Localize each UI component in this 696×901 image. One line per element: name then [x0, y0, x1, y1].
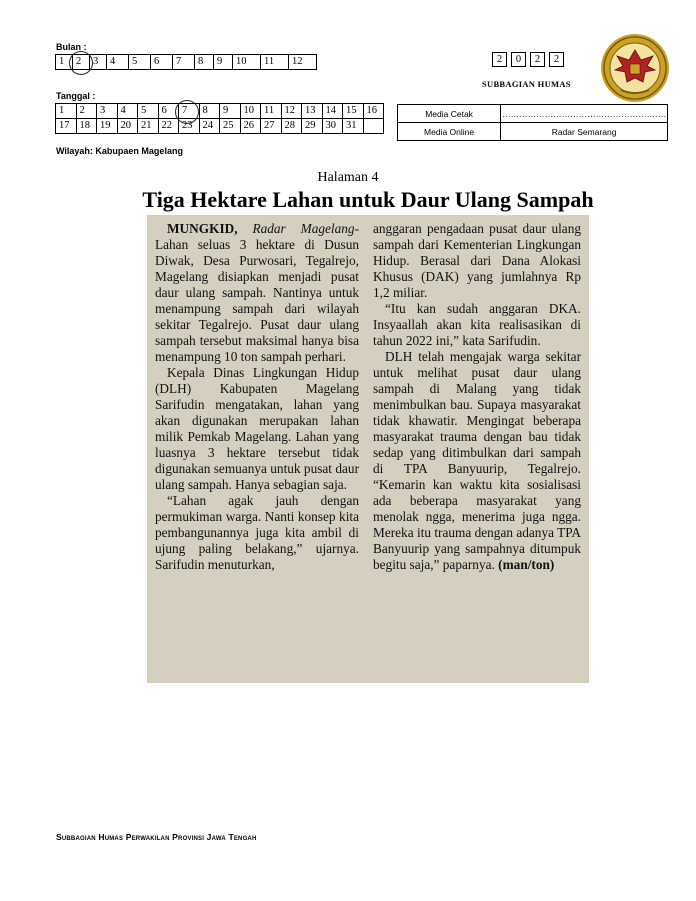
paragraph: Kepala Dinas Lingkungan Hidup (DLH) Kabupaten Magelang Sarifudin mengatakan, lahan yang akan digunakan merupakan lahan milik Pemkab Magelang. Lahan yang luasnya 3 hektare tersebut tidak digunakan semuanya untuk pusat daur ulang sampah. Hanya sebagian saja.: [155, 365, 359, 492]
month-cell: 4: [107, 55, 129, 70]
date-cell: 20: [117, 119, 138, 134]
paragraph-text: DLH telah mengajak warga sekitar untuk melihat pusat daur ulang sampah di Malang yang tidak menimbulkan bau. Supaya masyarakat tidak khawatir. Mengingat beberapa masyarakat trauma dengan bau tidak sedap yang ditimbulkan dari sampah di TPA Banyuurip, Tegalrejo. “Kemarin kan waktu kita sosialisasi ada beberapa masyarakat yang menolak ngga, menerima juga ngga. Mereka itu trauma dengan adanya TPA Banyuurip yang sampahnya ditumpuk begitu saja,” paparnya.: [373, 349, 581, 572]
tanggal-label: Tanggal :: [56, 91, 96, 101]
date-cell: 7: [179, 104, 200, 119]
subbagian-label: SUBBAGIAN HUMAS: [482, 79, 571, 89]
month-cell: 6: [151, 55, 173, 70]
media-cetak-value: ………………………………………………….: [501, 105, 668, 123]
media-table: [397, 104, 668, 141]
date-cell: 10: [240, 104, 261, 119]
selected-month-circle: [69, 51, 93, 75]
date-cell: 21: [138, 119, 159, 134]
date-cell: 11: [261, 104, 282, 119]
year-digit: 2: [530, 52, 545, 67]
paragraph: anggaran pengadaan pusat daur ulang sampah dari Kementerian Lingkungan Hidup. Berasal dari Dana Alokasi Khusus (DAK) yang jumlahnya Rp 1,2 miliar.: [373, 221, 581, 300]
date-table: [55, 103, 384, 134]
date-cell: 8: [199, 104, 220, 119]
footer-text: Subbagian Humas Perwakilan Provinsi Jawa Tengah: [56, 832, 257, 842]
page-number: Halaman 4: [317, 170, 379, 185]
date-cell: 19: [97, 119, 118, 134]
date-cell: 3: [97, 104, 118, 119]
date-cell: 9: [220, 104, 241, 119]
date-cell: 12: [281, 104, 302, 119]
date-cell: 18: [76, 119, 97, 134]
media-online-label: Media Online: [398, 123, 501, 141]
month-cell: 3: [90, 55, 107, 70]
date-cell: 13: [302, 104, 323, 119]
month-cell: 8: [195, 55, 214, 70]
media-cetak-label: Media Cetak: [398, 105, 501, 123]
date-cell: 5: [138, 104, 159, 119]
article-right-column: [373, 221, 581, 573]
date-cell: 27: [261, 119, 282, 134]
year-digit: 2: [492, 52, 507, 67]
date-cell: 1: [56, 104, 77, 119]
year-digit: 0: [511, 52, 526, 67]
date-cell: 6: [158, 104, 179, 119]
month-cell: 10: [233, 55, 261, 70]
paragraph-text: - Lahan seluas 3 hektare di Dusun Diwak, Desa Purwosari, Tegalrejo, Magelang disiapkan menjadi pusat daur ulang sampah. Nantinya untuk menampung sampah dari wilayah sekitar Tegalrejo. Pusat daur ulang sampah tersebut maksimal hanya bisa menampung 10 ton sampah perhari.: [155, 221, 359, 364]
year-boxes: [492, 52, 564, 67]
dateline: MUNGKID,: [167, 221, 238, 236]
article-clipping: [147, 215, 589, 683]
date-cell: 24: [199, 119, 220, 134]
date-cell: 29: [302, 119, 323, 134]
date-cell: 23: [179, 119, 200, 134]
date-cell: 30: [322, 119, 343, 134]
paragraph: “Itu kan sudah anggaran DKA. Insyaallah akan kita realisasikan di tahun 2022 ini,” kata Sarifudin.: [373, 301, 581, 348]
article-title: Tiga Hektare Lahan untuk Daur Ulang Sampah: [142, 187, 594, 212]
date-cell: 31: [343, 119, 364, 134]
date-cell: 22: [158, 119, 179, 134]
date-cell: 14: [322, 104, 343, 119]
month-table: [55, 54, 317, 70]
selected-date-circle: [175, 100, 199, 124]
year-digit: 2: [549, 52, 564, 67]
article-left-column: [155, 221, 359, 573]
month-cell: 9: [214, 55, 233, 70]
date-cell: 25: [220, 119, 241, 134]
date-cell: 4: [117, 104, 138, 119]
date-cell: 26: [240, 119, 261, 134]
media-online-value: Radar Semarang: [501, 123, 668, 141]
date-cell: 15: [343, 104, 364, 119]
date-cell: 17: [56, 119, 77, 134]
date-cell: 16: [363, 104, 384, 119]
garuda-emblem-icon: [599, 32, 671, 104]
byline: (man/ton): [494, 557, 555, 572]
month-cell: 2: [73, 55, 90, 70]
paragraph: [155, 221, 359, 365]
date-cell: 28: [281, 119, 302, 134]
dateline-source: Radar Magelang: [237, 221, 355, 236]
date-cell: [363, 119, 384, 134]
month-cell: 1: [56, 55, 73, 70]
date-cell: 2: [76, 104, 97, 119]
wilayah-label: Wilayah: Kabupaen Magelang: [56, 146, 183, 156]
month-cell: 11: [261, 55, 289, 70]
month-cell: 5: [129, 55, 151, 70]
bulan-label: Bulan :: [56, 42, 87, 52]
paragraph: “Lahan agak jauh dengan permukiman warga. Nanti konsep kita pembangunannya juga kita ambil di ujung paling belakang,” ujarnya. Sarifudin menuturkan,: [155, 493, 359, 572]
month-cell: 7: [173, 55, 195, 70]
month-cell: 12: [289, 55, 317, 70]
paragraph: [373, 349, 581, 573]
